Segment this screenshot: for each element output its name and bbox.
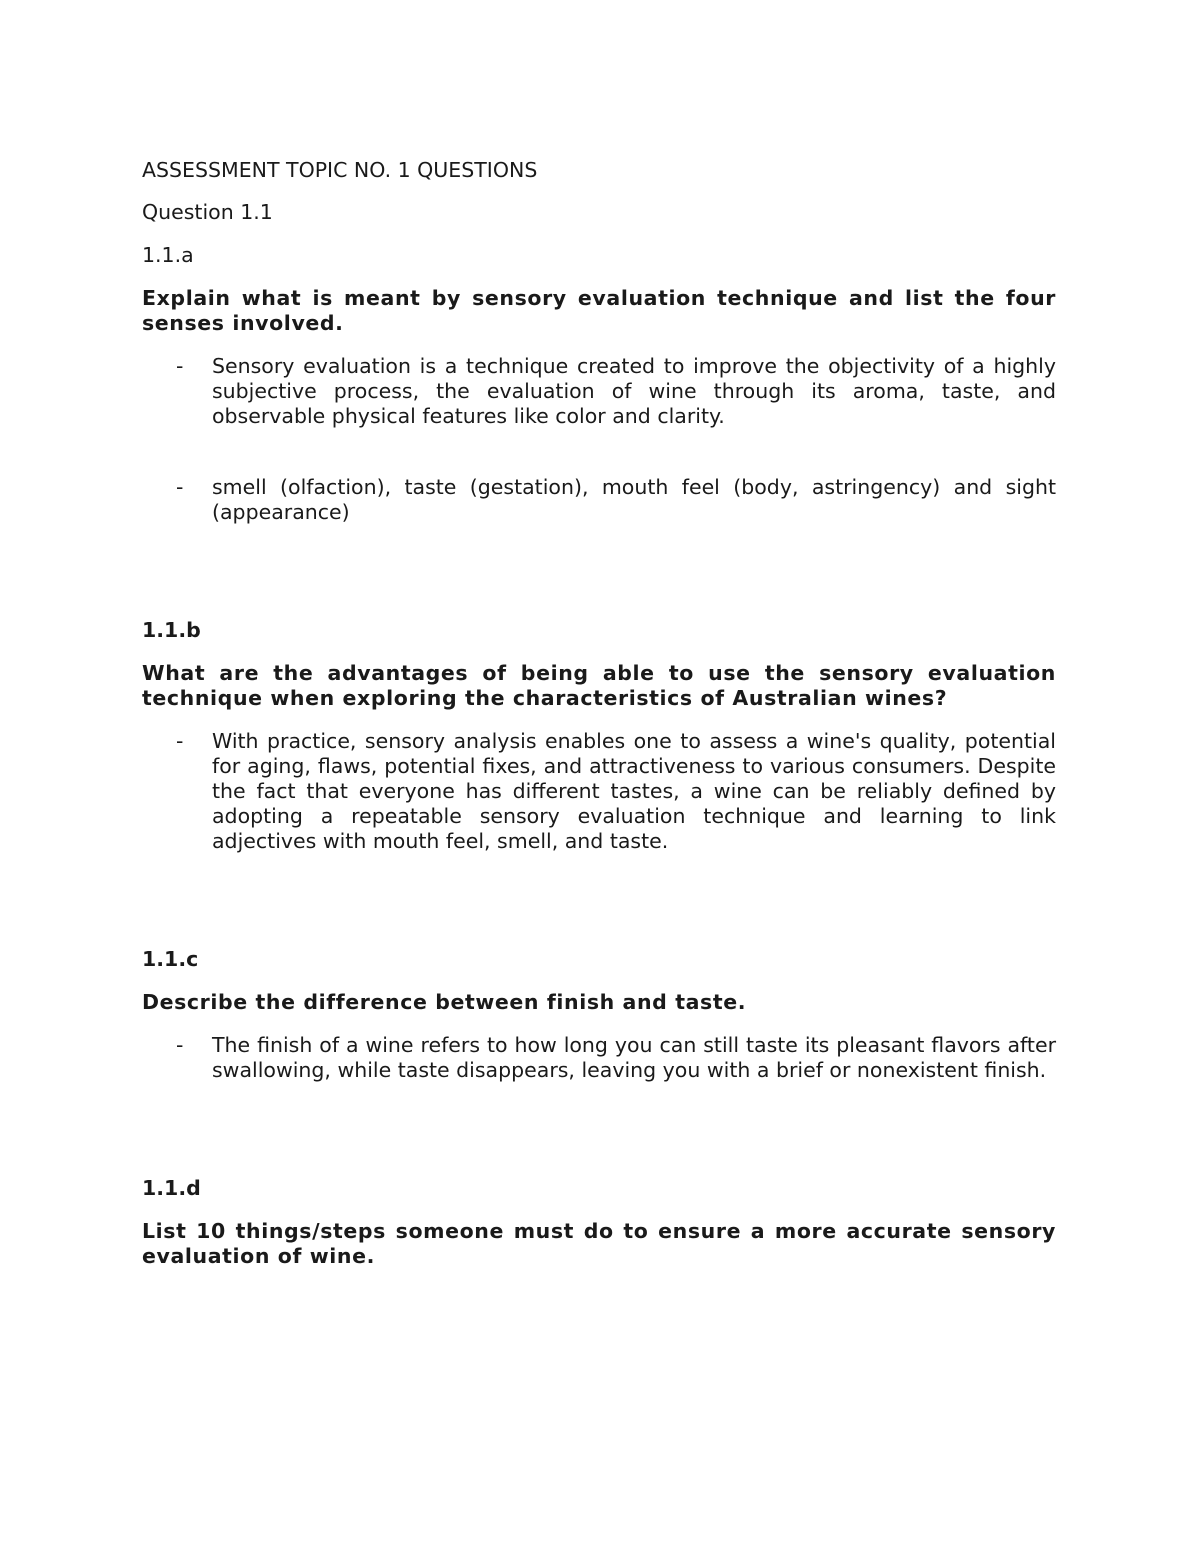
answer-text: Sensory evaluation is a technique created to improve the objectivity of a highly subjective process, the evaluation of wine through its aroma, taste, and observable physical features like color and clarity. bbox=[212, 354, 1056, 428]
section-prompt-1-1-c: Describe the difference between finish and taste. bbox=[142, 990, 747, 1014]
section-prompt-1-1-b: What are the advantages of being able to use the sensory evaluation technique when exploring the characteristics of Australian wines? bbox=[142, 661, 1056, 710]
document-body bbox=[142, 158, 1056, 1269]
section-prompt-1-1-a: Explain what is meant by sensory evaluation technique and list the four senses involved. bbox=[142, 286, 1056, 335]
answer-item bbox=[142, 729, 1056, 854]
answer-text: The finish of a wine refers to how long you can still taste its pleasant flavors after swallowing, while taste disappears, leaving you with a brief or nonexistent finish. bbox=[212, 1033, 1056, 1082]
section-label-1-1-c: 1.1.c bbox=[142, 947, 199, 971]
answer-item bbox=[142, 354, 1056, 429]
answer-item bbox=[142, 1033, 1056, 1083]
answer-text: With practice, sensory analysis enables one to assess a wine's quality, potential for aging, flaws, potential fixes, and attractiveness to various consumers. Despite the fact that everyone has different tastes, a wine can be reliably defined by adopting a repeatable sensory evaluation technique and learning to link adjectives with mouth feel, smell, and taste. bbox=[212, 729, 1056, 853]
section-label-1-1-d: 1.1.d bbox=[142, 1176, 201, 1200]
answer-item bbox=[142, 475, 1056, 525]
answer-text: smell (olfaction), taste (gestation), mouth feel (body, astringency) and sight (appearance) bbox=[212, 475, 1056, 524]
section-label-1-1-b: 1.1.b bbox=[142, 618, 201, 642]
document-title: ASSESSMENT TOPIC NO. 1 QUESTIONS bbox=[142, 158, 538, 182]
question-label: Question 1.1 bbox=[142, 200, 273, 224]
bullet-dash: - bbox=[176, 354, 184, 378]
section-label-1-1-a: 1.1.a bbox=[142, 243, 194, 267]
bullet-dash: - bbox=[176, 475, 184, 499]
bullet-dash: - bbox=[176, 1033, 184, 1057]
section-prompt-1-1-d: List 10 things/steps someone must do to ensure a more accurate sensory evaluation of wine. bbox=[142, 1219, 1056, 1268]
bullet-dash: - bbox=[176, 729, 184, 753]
